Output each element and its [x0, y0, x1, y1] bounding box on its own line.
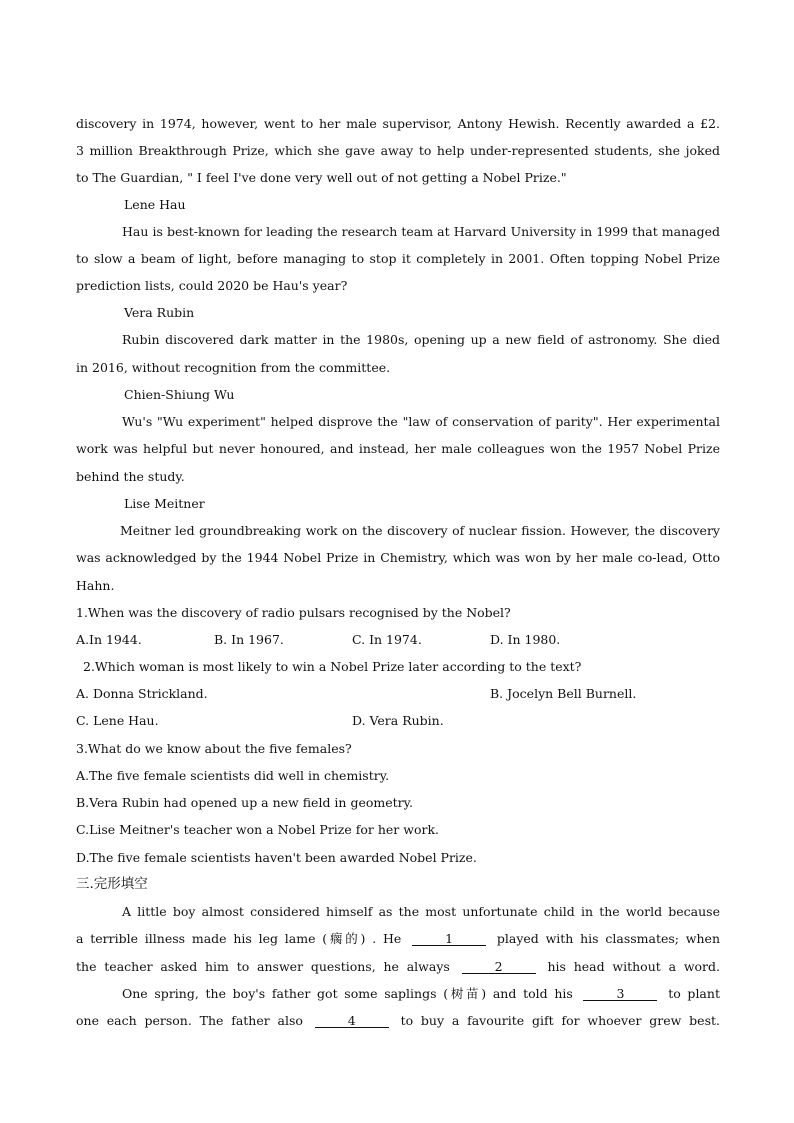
- passage-line: was acknowledged by the 1944 Nobel Prize in Chemistry, which was won by her male co-lead, Otto: [76, 550, 720, 565]
- passage-line: Hau is best-known for leading the research team at Harvard University in 1999 that managed: [122, 224, 720, 239]
- cloze-text: to plant: [668, 986, 720, 1001]
- question-1: 1.When was the discovery of radio pulsars recognised by the Nobel?: [76, 605, 511, 620]
- cloze-blank-4[interactable]: 4: [315, 1014, 389, 1028]
- q2-option-c: C. Lene Hau.: [76, 713, 159, 728]
- q3-option-d: D.The five female scientists haven't been awarded Nobel Prize.: [76, 850, 477, 865]
- passage-line: work was helpful but never honoured, and instead, her male colleagues won the 1957 Nobel Prize: [76, 441, 720, 456]
- passage-line: Meitner led groundbreaking work on the discovery of nuclear fission. However, the discovery: [120, 523, 720, 538]
- passage-line: to The Guardian, " I feel I've done very well out of not getting a Nobel Prize.": [76, 170, 567, 185]
- cloze-line: A little boy almost considered himself as the most unfortunate child in the world because: [122, 904, 720, 919]
- question-2: 2.Which woman is most likely to win a Nobel Prize later according to the text?: [83, 659, 582, 674]
- q1-option-c: C. In 1974.: [352, 632, 422, 647]
- cloze-text: to buy a favourite gift for whoever grew best.: [400, 1013, 720, 1028]
- section-title: 三.完形填空: [76, 876, 148, 892]
- q3-option-b: B.Vera Rubin had opened up a new field in geometry.: [76, 795, 413, 810]
- scientist-name-wu: Chien-Shiung Wu: [124, 387, 235, 402]
- passage-line: discovery in 1974, however, went to her male supervisor, Antony Hewish. Recently awarded a £2.: [76, 116, 720, 131]
- passage-line: prediction lists, could 2020 be Hau's year?: [76, 278, 348, 293]
- cloze-blank-2[interactable]: 2: [462, 960, 536, 974]
- q1-option-a: A.In 1944.: [76, 632, 142, 647]
- cloze-text: played with his classmates; when: [496, 931, 720, 946]
- passage-line: to slow a beam of light, before managing to stop it completely in 2001. Often topping Nobel Prize: [76, 251, 720, 266]
- q3-option-a: A.The five female scientists did well in chemistry.: [76, 768, 390, 783]
- cloze-text: a terrible illness made his leg lame (瘸的) . He: [76, 931, 402, 946]
- cloze-text: One spring, the boy's father got some saplings (树苗) and told his: [122, 986, 573, 1001]
- q2-option-b: B. Jocelyn Bell Burnell.: [490, 686, 637, 701]
- scientist-name-rubin: Vera Rubin: [124, 305, 195, 320]
- q2-option-a: A. Donna Strickland.: [76, 686, 208, 701]
- passage-line: Wu's "Wu experiment" helped disprove the "law of conservation of parity". Her experimental: [122, 414, 720, 429]
- passage-line: behind the study.: [76, 469, 185, 484]
- passage-line: 3 million Breakthrough Prize, which she gave away to help under-represented students, she joked: [76, 143, 720, 158]
- scientist-name-hau: Lene Hau: [124, 197, 186, 212]
- question-3: 3.What do we know about the five females?: [76, 741, 352, 756]
- cloze-line: [76, 931, 720, 947]
- scientist-name-meitner: Lise Meitner: [124, 496, 205, 511]
- cloze-blank-1[interactable]: 1: [412, 932, 486, 946]
- q1-option-d: D. In 1980.: [490, 632, 561, 647]
- cloze-line: [76, 1013, 720, 1029]
- q3-option-c: C.Lise Meitner's teacher won a Nobel Prize for her work.: [76, 822, 440, 837]
- passage-line: in 2016, without recognition from the committee.: [76, 360, 391, 375]
- q1-option-b: B. In 1967.: [214, 632, 284, 647]
- cloze-text: his head without a word.: [547, 959, 720, 974]
- cloze-line: [76, 959, 720, 975]
- cloze-line: [122, 986, 720, 1002]
- cloze-blank-3[interactable]: 3: [583, 987, 657, 1001]
- passage-line: Rubin discovered dark matter in the 1980s, opening up a new field of astronomy. She died: [122, 332, 720, 347]
- passage-line: Hahn.: [76, 578, 115, 593]
- q2-option-d: D. Vera Rubin.: [352, 713, 444, 728]
- cloze-text: one each person. The father also: [76, 1013, 303, 1028]
- cloze-text: the teacher asked him to answer questions, he always: [76, 959, 450, 974]
